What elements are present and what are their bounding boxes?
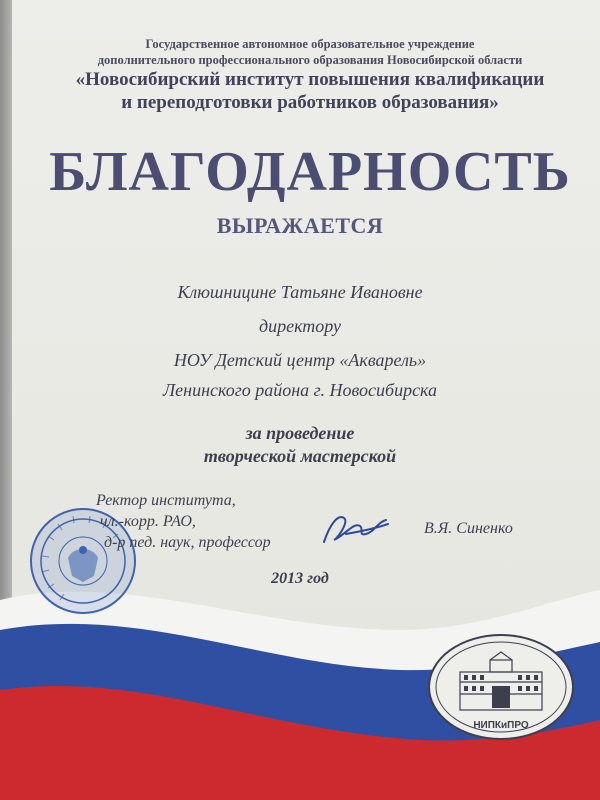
recipient-organization: НОУ Детский центр «Акварель» [173, 350, 427, 370]
recipient-name: Клюшницине Татьяне Ивановне [177, 282, 423, 302]
issuer-header [40, 36, 580, 114]
certificate-subtitle: ВЫРАЖАЕТСЯ [216, 213, 384, 238]
emblem-label: НИПКиПРО [473, 720, 529, 731]
issuer-line-4: и переподготовки работников образования» [121, 92, 499, 113]
reason-line-2: творческой мастерской [203, 446, 397, 466]
certificate-year: 2013 год [271, 570, 329, 587]
issuer-line-3: «Новосибирский институт повышения квалификации [75, 69, 545, 90]
signatory-title-2: чл.-корр. РАО, [100, 513, 196, 530]
certificate-title: БЛАГОДАРНОСТЬ [49, 141, 571, 203]
institute-emblem [426, 632, 576, 742]
recipient-position: директору [258, 316, 342, 336]
issuer-line-1: Государственное автономное образовательное учреждение [145, 37, 475, 51]
signatory-title-3: д-р пед. наук, профессор [104, 534, 271, 551]
signatory-title-1: Ректор института, [96, 492, 236, 509]
recipient-district: Ленинского района г. Новосибирска [162, 380, 438, 400]
handwritten-signature [316, 504, 396, 554]
signatory-name: В.Я. Синенко [424, 520, 513, 537]
reason-line-1: за проведение [245, 423, 355, 443]
issuer-line-2: дополнительного профессионального образования Новосибирской области [97, 53, 523, 67]
